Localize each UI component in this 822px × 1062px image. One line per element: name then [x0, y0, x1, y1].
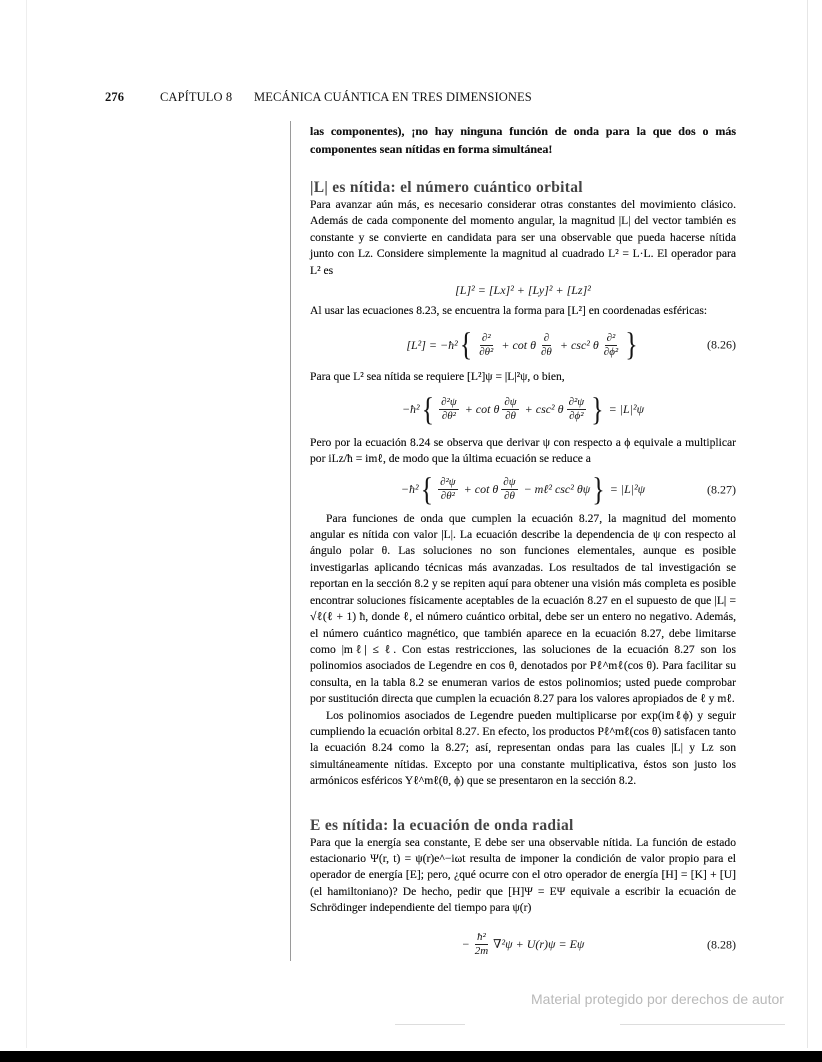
- equation: [310, 280, 736, 300]
- bottom-black-bar: [0, 1051, 822, 1062]
- fraction-numerator: ∂²ψ: [441, 396, 457, 409]
- fraction-numerator: ∂²ψ: [568, 396, 585, 409]
- equation-8-27: [310, 470, 736, 510]
- section-heading-orbital: |L| es nítida: el número cuántico orbital: [310, 179, 583, 196]
- running-title: MECÁNICA CUÁNTICA EN TRES DIMENSIONES: [254, 90, 532, 104]
- fraction-numerator: ∂ψ: [503, 476, 516, 489]
- equation-brace: {: [421, 391, 435, 428]
- fraction-numerator: ∂²ψ: [440, 476, 456, 489]
- equation-brace: }: [625, 326, 638, 363]
- equation-fraction: [501, 476, 517, 503]
- equation-brace: {: [420, 470, 434, 508]
- equation-term: −ħ²: [401, 402, 420, 417]
- fraction-denominator: ∂ϕ²: [569, 410, 584, 423]
- equation-term: + cot θ: [460, 482, 499, 497]
- text-column: [310, 122, 736, 965]
- equation-fraction: [477, 332, 495, 359]
- fraction-denominator: ∂θ²: [479, 345, 494, 358]
- section-heading-radial: E es nítida: la ecuación de onda radial: [310, 816, 574, 834]
- fraction-denominator: ∂θ: [505, 410, 516, 423]
- equation-term: ∇²ψ + U(r)ψ = Eψ: [493, 937, 585, 952]
- fraction-numerator: ∂ψ: [504, 396, 517, 409]
- equation: [310, 390, 736, 430]
- fraction-denominator: ∂θ²: [441, 410, 456, 423]
- chapter-label: CAPÍTULO 8: [160, 90, 233, 104]
- fraction-denominator: ∂θ: [504, 490, 515, 503]
- fraction-denominator: ∂ϕ²: [603, 345, 619, 358]
- fraction-denominator: ∂θ²: [440, 490, 455, 503]
- copyright-watermark: Material protegido por derechos de autor: [531, 991, 784, 1007]
- equation-term: + csc² θ: [521, 402, 564, 417]
- equation-brace: }: [591, 391, 604, 428]
- equation-brace: }: [592, 470, 605, 508]
- equation-fraction: [439, 396, 459, 423]
- equation-fraction: [502, 396, 518, 423]
- paragraph: Los polinomios asociados de Legendre pueden multiplicarse por exp(imℓϕ) y seguir cumpliendo la ecuación orbital 8.27. En efecto, los productos Pℓ^mℓ(cos θ) satisfacen tanto la ecuación 8.24 como la 8.27; así, representan ondas para las cuales |L| y Lz son simultáneamente nítidas. Excepto por una constante multiplicativa, éstos son justo los armónicos esféricos Yℓ^mℓ(θ, ϕ) que se presentaron en la sección 8.2.: [310, 708, 736, 788]
- equation-term: + csc² θ: [556, 337, 599, 352]
- equation-term: −: [461, 937, 470, 952]
- scan-artifact: [395, 1024, 465, 1025]
- equation-number: (8.27): [707, 482, 736, 497]
- paragraph: Para avanzar aún más, es necesario considerar otras constantes del movimiento clásico. Además de cada componente del momento angular, la magnitud |L| del vector también es constante y se convierte en candidata para ser una observable que pueda hacerse nítida junto con Lz. Considere simplemente la magnitud al cuadrado L² = L·L. El operador para L² es: [310, 198, 736, 277]
- equation-fraction: [602, 332, 620, 359]
- fraction-numerator: ħ²: [477, 931, 486, 944]
- equation-8-26: [310, 325, 736, 365]
- fraction-numerator: ∂: [543, 331, 550, 344]
- equation-term: −ħ²: [400, 482, 419, 497]
- fraction-denominator: ∂θ: [541, 345, 552, 358]
- paragraph: Para que L² sea nítida se requiere [L²]ψ = |L|²ψ, o bien,: [310, 370, 565, 384]
- fraction-numerator: ∂²: [606, 331, 616, 344]
- equation-fraction: [539, 332, 554, 359]
- equation-term: [L]² = [Lx]² + [Ly]² + [Lz]²: [455, 282, 591, 297]
- equation-fraction: [473, 931, 490, 958]
- equation-term: + cot θ: [498, 337, 536, 352]
- paragraph: Para que la energía sea constante, E debe ser una observable nítida. La función de estado estacionario Ψ(r, t) = ψ(r)e^−iωt resulta de imponer la condición de valor propio para el operador de energía [E]; pero, ¿qué ocurre con el otro operador de energía [H] = [K] + [U] (el hamiltoniano)? De hecho, pedir que [H]Ψ = EΨ equivale a escribir la ecuación de Schrödinger independiente del tiempo para ψ(r): [310, 835, 736, 915]
- intro-bold-text: las componentes), ¡no hay ninguna función de onda para la que dos o más componentes sean nítidas en forma simultánea!: [310, 124, 736, 156]
- paragraph: Para funciones de onda que cumplen la ecuación 8.27, la magnitud del momento angular es nítida con valor |L|. La ecuación describe la dependencia de ψ con respecto al ángulo polar θ. Las soluciones no son funciones elementales, aunque es posible investigarlas aplicando técnicas más avanzadas. Los resultados de tal investigación se reportan en la sección 8.2 y se repiten aquí para obtener una visión más completa es posible encontrar soluciones físicamente aceptables de la ecuación 8.27 en el supuesto de que |L| = √ℓ(ℓ + 1) ħ, donde ℓ, el número cuántico orbital, debe ser un entero no negativo. Además, el número cuántico magnético, que también aparece en la ecuación 8.27, debe limitarse como |mℓ| ≤ ℓ. Con estas restricciones, las soluciones de la ecuación 8.27 son los polinomios asociados de Legendre en cos θ, denotados por Pℓ^mℓ(cos θ). Para facilitar su consulta, en la tabla 8.2 se enumeran varios de estos polinomios; usted puede comprobar por sustitución directa que cumplen la ecuación 8.27 para los valores apropiados de ℓ y mℓ.: [310, 511, 736, 706]
- fraction-denominator: 2m: [474, 945, 489, 958]
- margin-rule: [290, 121, 291, 961]
- equation-term: + cot θ: [461, 402, 500, 417]
- equation-fraction: [438, 476, 458, 503]
- equation-fraction: [567, 396, 587, 423]
- equation-term: = |L|²ψ: [605, 402, 645, 417]
- page-number: 276: [105, 90, 125, 104]
- equation-number: (8.26): [707, 337, 736, 352]
- equation-brace: {: [459, 326, 473, 363]
- paragraph: Pero por la ecuación 8.24 se observa que derivar ψ con respecto a ϕ equivale a multiplicar por iLz/ħ = imℓ, de modo que la última ecuación se reduce a: [310, 435, 736, 466]
- equation-term: [L²] = −ħ²: [406, 337, 458, 352]
- equation-term: = |L|²ψ: [606, 482, 646, 497]
- paragraph: Al usar las ecuaciones 8.23, se encuentra la forma para [L²] en coordenadas esféricas:: [310, 304, 708, 318]
- fraction-numerator: ∂²: [481, 331, 491, 344]
- equation-number: (8.28): [707, 937, 736, 952]
- equation-8-28: [310, 925, 736, 965]
- equation-term: − mℓ² csc² θψ: [520, 482, 591, 497]
- scan-artifact: [620, 1024, 785, 1025]
